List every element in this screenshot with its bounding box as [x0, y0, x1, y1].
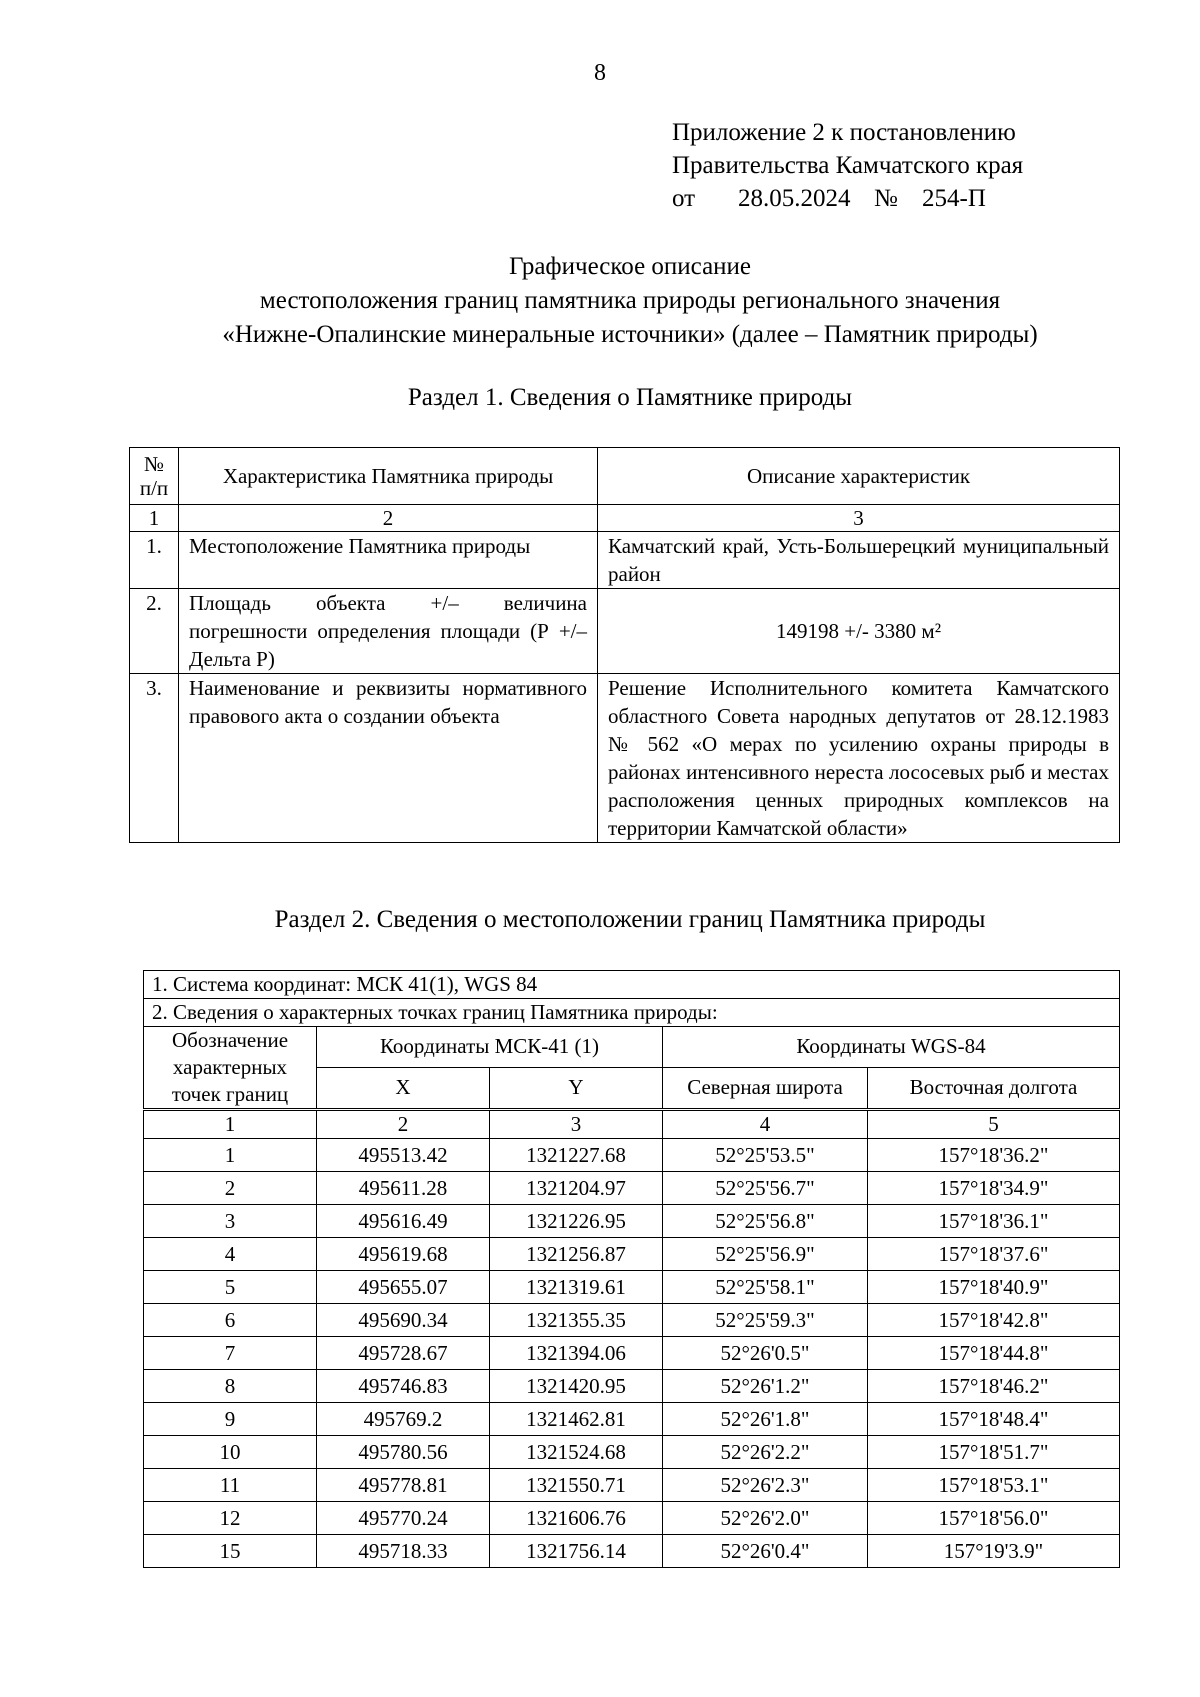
wgs-lon: 157°18'48.4"	[868, 1403, 1120, 1436]
wgs-lon: 157°18'46.2"	[868, 1370, 1120, 1403]
point-id: 3	[144, 1205, 317, 1238]
msk-y: 1321204.97	[490, 1172, 663, 1205]
msk-x: 495780.56	[317, 1436, 490, 1469]
header-num: № п/п	[130, 448, 179, 505]
header-lat: Северная широта	[663, 1067, 868, 1109]
index-cell: 2	[317, 1110, 490, 1139]
appendix-line-2: Правительства Камчатского края	[672, 152, 1024, 179]
wgs-lon: 157°18'37.6"	[868, 1238, 1120, 1271]
point-id: 4	[144, 1238, 317, 1271]
wgs-lat: 52°25'58.1"	[663, 1271, 868, 1304]
table-header-row	[130, 448, 1120, 505]
header-designation: Обозначение характерных точек границ	[144, 1027, 317, 1110]
appendix-number: 254-П	[922, 185, 986, 212]
wgs-lat: 52°25'59.3"	[663, 1304, 868, 1337]
appendix-date-line	[672, 182, 1023, 215]
msk-x: 495778.81	[317, 1469, 490, 1502]
index-cell: 4	[663, 1110, 868, 1139]
appendix-from-label: от	[672, 185, 696, 212]
table-row	[144, 1139, 1120, 1172]
wgs-lon: 157°18'56.0"	[868, 1502, 1120, 1535]
msk-y: 1321550.71	[490, 1469, 663, 1502]
msk-x: 495655.07	[317, 1271, 490, 1304]
msk-y: 1321227.68	[490, 1139, 663, 1172]
section-2-title: Раздел 2. Сведения о местоположении границ Памятника природы	[274, 906, 986, 933]
wgs-lat: 52°26'2.2"	[663, 1436, 868, 1469]
header-characteristic: Характеристика Памятника природы	[179, 448, 598, 505]
msk-y: 1321319.61	[490, 1271, 663, 1304]
point-id: 2	[144, 1172, 317, 1205]
msk-y: 1321355.35	[490, 1304, 663, 1337]
row-characteristic: Наименование и реквизиты нормативного правового акта о создании объекта	[179, 674, 598, 843]
table-row	[144, 1370, 1120, 1403]
msk-y: 1321606.76	[490, 1502, 663, 1535]
appendix-header	[672, 116, 1023, 215]
section-1-table	[129, 447, 1120, 843]
wgs-lon: 157°18'40.9"	[868, 1271, 1120, 1304]
table-row	[130, 674, 1120, 843]
msk-y: 1321256.87	[490, 1238, 663, 1271]
header-y: Y	[490, 1067, 663, 1109]
wgs-lat: 52°26'2.0"	[663, 1502, 868, 1535]
row-num: 2.	[130, 589, 179, 674]
msk-x: 495619.68	[317, 1238, 490, 1271]
row-description: Решение Исполнительного комитета Камчатского областного Совета народных депутатов от 28.12.1983 № 562 «О мерах по усилению охраны природы в районах интенсивного нереста лососевых рыб и местах расположения ценных природных комплексов на территории Камчатской области»	[598, 674, 1120, 843]
msk-x: 495746.83	[317, 1370, 490, 1403]
table-index-row	[130, 505, 1120, 532]
point-id: 15	[144, 1535, 317, 1568]
msk-x: 495616.49	[317, 1205, 490, 1238]
title-line-1: Графическое описание	[508, 253, 752, 280]
wgs-lat: 52°26'0.5"	[663, 1337, 868, 1370]
point-id: 11	[144, 1469, 317, 1502]
wgs-lat: 52°25'56.7"	[663, 1172, 868, 1205]
wgs-lat: 52°25'56.8"	[663, 1205, 868, 1238]
table-row	[144, 1304, 1120, 1337]
wgs-lon: 157°19'3.9"	[868, 1535, 1120, 1568]
point-id: 7	[144, 1337, 317, 1370]
points-body	[144, 1139, 1120, 1568]
appendix-date: 28.05.2024	[738, 185, 851, 212]
points-info-row	[144, 999, 1120, 1027]
msk-y: 1321524.68	[490, 1436, 663, 1469]
table-row	[144, 1469, 1120, 1502]
point-id: 1	[144, 1139, 317, 1172]
coord-system-row	[144, 971, 1120, 999]
document-title	[0, 250, 1200, 352]
header-x: X	[317, 1067, 490, 1109]
wgs-lon: 157°18'42.8"	[868, 1304, 1120, 1337]
wgs-lon: 157°18'36.1"	[868, 1205, 1120, 1238]
table-row	[130, 589, 1120, 674]
appendix-line-1: Приложение 2 к постановлению	[672, 119, 1016, 146]
msk-x: 495769.2	[317, 1403, 490, 1436]
appendix-number-label: №	[874, 185, 898, 212]
table-row	[144, 1271, 1120, 1304]
table-row	[144, 1403, 1120, 1436]
header-lon: Восточная долгота	[868, 1067, 1120, 1109]
wgs-lat: 52°26'1.2"	[663, 1370, 868, 1403]
section-1-title: Раздел 1. Сведения о Памятнике природы	[407, 384, 853, 411]
row-num: 1.	[130, 532, 179, 589]
title-line-2: местоположения границ памятника природы регионального значения	[259, 287, 1001, 314]
row-characteristic: Площадь объекта +/– величина погрешности определения площади (Р +/– Дельта Р)	[179, 589, 598, 674]
table-row	[144, 1436, 1120, 1469]
points-info: 2. Сведения о характерных точках границ Памятника природы:	[144, 999, 1120, 1027]
wgs-lat: 52°25'56.9"	[663, 1238, 868, 1271]
index-cell: 5	[868, 1110, 1120, 1139]
point-id: 6	[144, 1304, 317, 1337]
point-id: 5	[144, 1271, 317, 1304]
header-wgs: Координаты WGS-84	[663, 1027, 1120, 1068]
row-characteristic: Местоположение Памятника природы	[179, 532, 598, 589]
table-row	[144, 1172, 1120, 1205]
point-id: 10	[144, 1436, 317, 1469]
wgs-lat: 52°26'0.4"	[663, 1535, 868, 1568]
msk-y: 1321394.06	[490, 1337, 663, 1370]
wgs-lon: 157°18'34.9"	[868, 1172, 1120, 1205]
msk-x: 495728.67	[317, 1337, 490, 1370]
wgs-lon: 157°18'36.2"	[868, 1139, 1120, 1172]
wgs-lon: 157°18'53.1"	[868, 1469, 1120, 1502]
wgs-lon: 157°18'44.8"	[868, 1337, 1120, 1370]
page-number: 8	[594, 60, 606, 86]
msk-x: 495718.33	[317, 1535, 490, 1568]
row-description: 149198 +/- 3380 м²	[598, 589, 1120, 674]
point-id: 12	[144, 1502, 317, 1535]
index-cell: 3	[598, 505, 1120, 532]
wgs-lat: 52°26'1.8"	[663, 1403, 868, 1436]
msk-y: 1321420.95	[490, 1370, 663, 1403]
table-header-row	[144, 1027, 1120, 1068]
wgs-lat: 52°25'53.5"	[663, 1139, 868, 1172]
coord-system: 1. Система координат: МСК 41(1), WGS 84	[144, 971, 1120, 999]
header-msk: Координаты МСК-41 (1)	[317, 1027, 663, 1068]
msk-x: 495690.34	[317, 1304, 490, 1337]
wgs-lat: 52°26'2.3"	[663, 1469, 868, 1502]
title-line-3: «Нижне-Опалинские минеральные источники» (далее – Памятник природы)	[222, 321, 1038, 348]
table-row	[144, 1502, 1120, 1535]
table-row	[144, 1205, 1120, 1238]
table-index-row	[144, 1110, 1120, 1139]
header-description: Описание характеристик	[598, 448, 1120, 505]
msk-x: 495611.28	[317, 1172, 490, 1205]
table-row	[144, 1535, 1120, 1568]
msk-x: 495770.24	[317, 1502, 490, 1535]
msk-x: 495513.42	[317, 1139, 490, 1172]
msk-y: 1321756.14	[490, 1535, 663, 1568]
section-2-table	[143, 970, 1120, 1568]
msk-y: 1321462.81	[490, 1403, 663, 1436]
table-row	[130, 532, 1120, 589]
index-cell: 3	[490, 1110, 663, 1139]
point-id: 9	[144, 1403, 317, 1436]
point-id: 8	[144, 1370, 317, 1403]
table-row	[144, 1337, 1120, 1370]
wgs-lon: 157°18'51.7"	[868, 1436, 1120, 1469]
row-description: Камчатский край, Усть-Большерецкий муниципальный район	[598, 532, 1120, 589]
index-cell: 2	[179, 505, 598, 532]
table-row	[144, 1238, 1120, 1271]
row-num: 3.	[130, 674, 179, 843]
msk-y: 1321226.95	[490, 1205, 663, 1238]
index-cell: 1	[144, 1110, 317, 1139]
index-cell: 1	[130, 505, 179, 532]
